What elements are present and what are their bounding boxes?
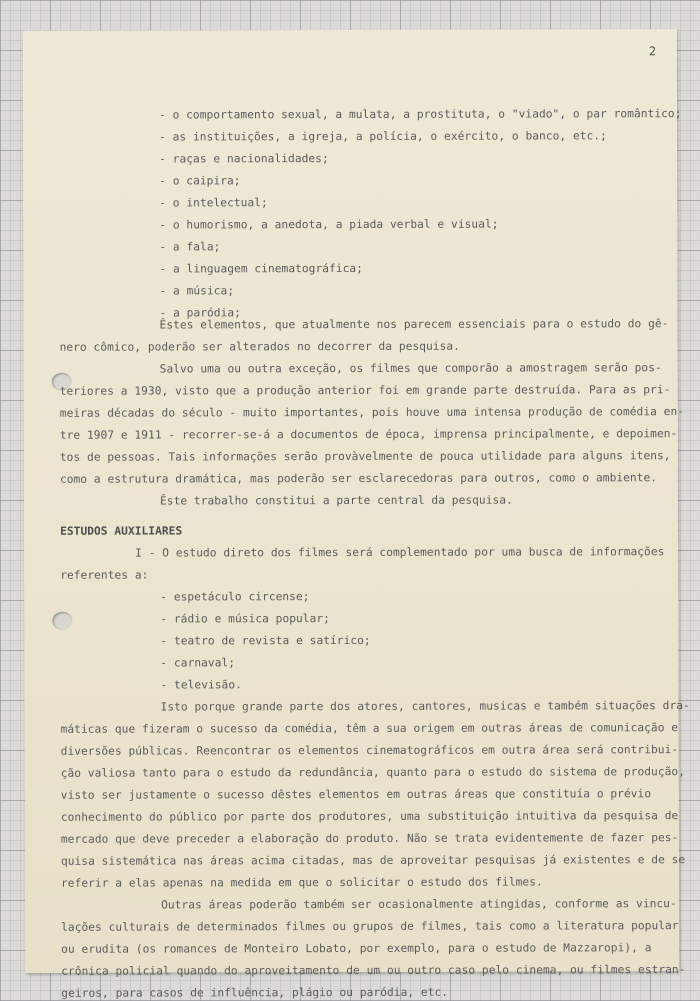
text-line: geiros, para casos de influência, plágio ou paródia, etc. (61, 985, 449, 1000)
text-line: - o comportamento sexual, a mulata, a prostituta, o "viado", o par romântico; (158, 107, 682, 122)
text-line: Salvo uma ou outra exceção, os filmes que comporão a amostragem serão pos- (159, 361, 662, 376)
document-body (23, 29, 690, 1000)
text-line: teriores a 1930, visto que a produção anterior foi em grande parte destruída. Para as pri- (59, 383, 671, 398)
text-line: tre 1907 e 1911 - recorrer-se-á a documentos de época, imprensa principalmente, e depoimen- (59, 427, 678, 442)
text-line: ção valiosa tanto para o estudo da redundância, quanto para o estudo do sistema de produção, (60, 765, 685, 780)
text-line: referentes a: (60, 568, 149, 582)
text-line: - o caipira; (159, 174, 241, 188)
page-number: 2 (648, 44, 657, 59)
text-line: - as instituições, a igreja, a polícia, o exército, o banco, etc.; (159, 129, 607, 144)
punch-hole-lower (52, 612, 72, 630)
text-line: - a paródia; (159, 306, 241, 320)
section-heading: ESTUDOS AUXILIARES (60, 524, 183, 538)
text-line: - o humorismo, a anedota, a piada verbal e visual; (159, 217, 499, 232)
text-line: - a música; (159, 284, 235, 298)
text-line: ou erudita (os romances de Monteiro Lobato, por exemplo, para o estudo de Mazzaropi), a (61, 941, 652, 956)
text-line: - espetáculo circense; (160, 590, 310, 604)
document-page (23, 29, 690, 1000)
text-line: conhecimento do público por parte dos produtores, uma substituição intuitiva da pesquisa de (60, 809, 679, 824)
text-line: Êste trabalho constitui a parte central da pesquisa. (159, 493, 513, 508)
text-line: - televisão. (160, 678, 242, 692)
text-line: visto ser justamente o sucesso dêstes elementos em outras áreas que constituía o prévio (60, 787, 652, 802)
text-line: - rádio e música popular; (160, 612, 330, 626)
text-line: quisa sistemática nas áreas acima citadas, mas de aproveitar pesquisas já existentes e de se (60, 853, 686, 868)
text-line: - raças e nacionalidades; (159, 152, 329, 166)
text-line: - carnaval; (160, 656, 236, 670)
text-line: meiras décadas do século - muito importantes, pois houve uma intensa produção de comédia en- (59, 405, 685, 420)
text-line: I - O estudo direto dos filmes será complementado por uma busca de informações (135, 545, 665, 560)
text-line: - teatro de revista e satírico; (160, 633, 371, 648)
text-line: Outras áreas poderão também ser ocasionalmente atingidas, conforme as vincu- (161, 897, 677, 912)
text-line: lações culturais de determinados filmes ou grupos de filmes, tais como a literatura popular (61, 919, 679, 934)
text-line: Êstes elementos, que atualmente nos parecem essenciais para o estudo do gê- (159, 317, 669, 332)
text-line: Isto porque grande parte dos atores, cantores, musicas e também situações dra- (160, 699, 690, 714)
text-line: tos de pessoas. Tais informações serão provàvelmente de pouca utilidade para alguns itens, (59, 449, 671, 464)
text-line: máticas que fizeram o sucesso da comédia, têm a sua origem em outras áreas de comunicação e (60, 721, 679, 736)
text-line: - a linguagem cinematográfica; (159, 261, 363, 276)
text-line: nero cômico, poderão ser alterados no decorrer da pesquisa. (59, 339, 460, 354)
text-line: referir a elas apenas na medida em que o solicitar o estudo dos filmes. (60, 875, 543, 890)
text-line: mercado que deve preceder a elaboração do produto. Não se trata evidentemente de fazer pes- (60, 831, 679, 846)
text-line: crônica policial quando do aproveitamento de um ou outro caso pelo cinema, ou filmes estran- (61, 963, 686, 978)
text-line: - o intelectual; (159, 196, 268, 210)
text-line: - a fala; (159, 240, 221, 254)
text-line: diversões públicas. Reencontrar os elementos cinematográficos em outra área será contribui- (60, 743, 679, 758)
text-line: como a estrutura dramática, mas poderão ser esclarecedoras para outros, como o ambiente. (59, 471, 658, 486)
